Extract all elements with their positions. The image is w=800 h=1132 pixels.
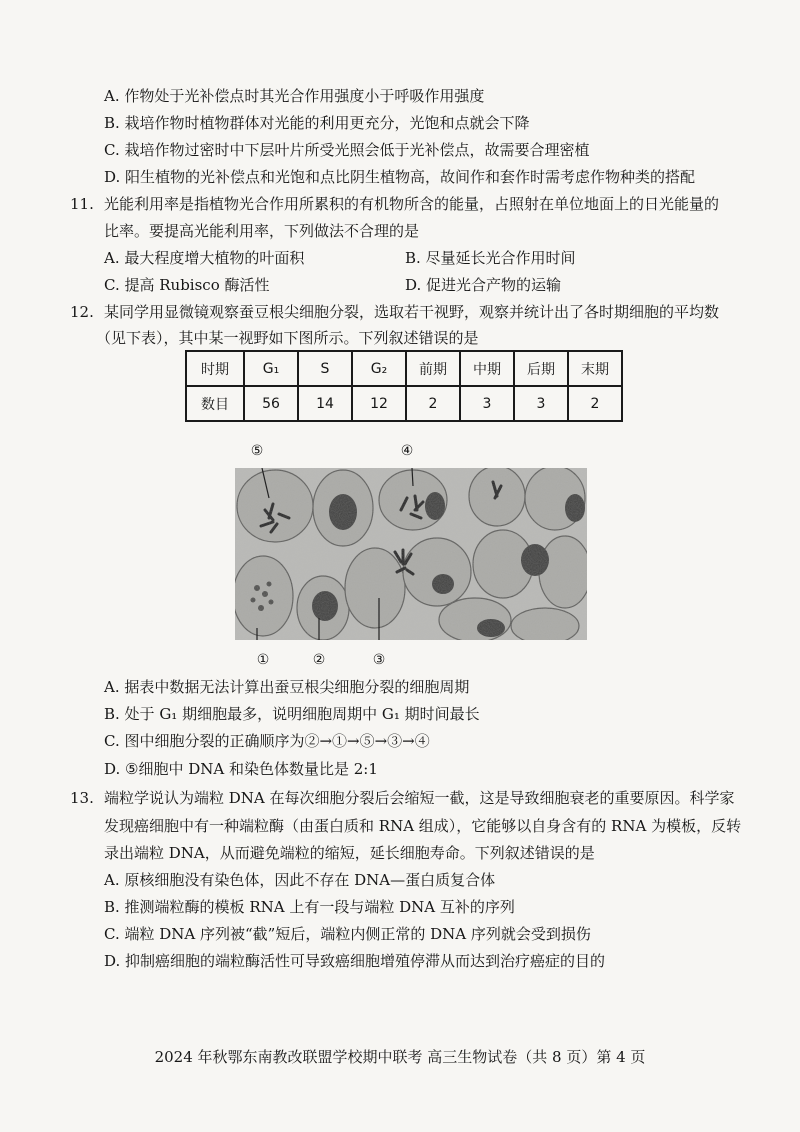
- figure-label-5: ⑤: [250, 443, 264, 459]
- q11-number: 11.: [70, 195, 94, 213]
- table-row: [186, 386, 622, 421]
- table-cell: 数目: [186, 386, 244, 421]
- q13-option-d: D. 抑制癌细胞的端粒酶活性可导致癌细胞增殖停滞从而达到治疗癌症的目的: [104, 952, 606, 970]
- table-cell: 14: [298, 386, 352, 421]
- q13-option-a: A. 原核细胞没有染色体，因此不存在 DNA—蛋白质复合体: [104, 871, 496, 889]
- table-cell: 2: [568, 386, 622, 421]
- q13-option-b: B. 推测端粒酶的模板 RNA 上有一段与端粒 DNA 互补的序列: [104, 898, 515, 916]
- q12-option-d: D. ⑤细胞中 DNA 和染色体数量比是 2:1: [104, 760, 378, 778]
- q12-number: 12.: [70, 303, 94, 321]
- table-header-cell: 末期: [568, 351, 622, 386]
- table-header-row: [186, 351, 622, 386]
- table-header-cell: G₂: [352, 351, 406, 386]
- figure-label-1: ①: [256, 652, 270, 668]
- table-cell: 2: [406, 386, 460, 421]
- q12-option-a: A. 据表中数据无法计算出蚕豆根尖细胞分裂的细胞周期: [104, 678, 470, 696]
- table-header-cell: G₁: [244, 351, 298, 386]
- q10-option-d: D. 阳生植物的光补偿点和光饱和点比阴生植物高，故间作和套作时需考虑作物种类的搭配: [104, 168, 696, 186]
- figure-label-4: ④: [400, 443, 414, 459]
- q11-option-d: D. 促进光合产物的运输: [405, 276, 562, 294]
- table-header-cell: 后期: [514, 351, 568, 386]
- micrograph-image: [235, 468, 587, 640]
- q13-option-c: C. 端粒 DNA 序列被“截”短后，端粒内侧正常的 DNA 序列就会受到损伤: [104, 925, 591, 943]
- q13-stem-line2: 发现癌细胞中有一种端粒酶（由蛋白质和 RNA 组成），它能够以自身含有的 RNA 为模板，反转: [104, 817, 742, 835]
- q13-stem-line3: 录出端粒 DNA，从而避免端粒的缩短，延长细胞寿命。下列叙述错误的是: [104, 844, 595, 862]
- page-footer: 2024 年秋鄂东南教改联盟学校期中联考 高三生物试卷（共 8 页）第 4 页: [154, 1048, 646, 1066]
- table-cell: 3: [514, 386, 568, 421]
- figure-label-3: ③: [372, 652, 386, 668]
- q11-stem-line1: 光能利用率是指植物光合作用所累积的有机物所含的能量，占照射在单位地面上的日光能量的: [104, 195, 720, 213]
- q11-option-b: B. 尽量延长光合作用时间: [405, 249, 576, 267]
- table-header-cell: S: [298, 351, 352, 386]
- q10-option-a: A. 作物处于光补偿点时其光合作用强度小于呼吸作用强度: [104, 87, 485, 105]
- q12-stem-line1: 某同学用显微镜观察蚕豆根尖细胞分裂，选取若干视野，观察并统计出了各时期细胞的平均数: [104, 303, 720, 321]
- q11-stem-line2: 比率。要提高光能利用率，下列做法不合理的是: [104, 222, 420, 240]
- table-header-cell: 中期: [460, 351, 514, 386]
- cell-cycle-table: [185, 350, 623, 422]
- q13-number: 13.: [70, 789, 94, 807]
- q11-option-c: C. 提高 Rubisco 酶活性: [104, 276, 270, 294]
- q11-option-a: A. 最大程度增大植物的叶面积: [104, 249, 305, 267]
- q13-stem-line1: 端粒学说认为端粒 DNA 在每次细胞分裂后会缩短一截，这是导致细胞衰老的重要原因。科学家: [104, 789, 735, 807]
- figure-label-2: ②: [312, 652, 326, 668]
- table-cell: 12: [352, 386, 406, 421]
- q10-option-c: C. 栽培作物过密时中下层叶片所受光照会低于光补偿点，故需要合理密植: [104, 141, 590, 159]
- q12-option-c: C. 图中细胞分裂的正确顺序为②→①→⑤→③→④: [104, 732, 430, 750]
- q10-option-b: B. 栽培作物时植物群体对光能的利用更充分，光饱和点就会下降: [104, 114, 530, 132]
- table-cell: 56: [244, 386, 298, 421]
- q12-stem-line2: （见下表），其中某一视野如下图所示。下列叙述错误的是: [96, 329, 479, 347]
- table-header-cell: 时期: [186, 351, 244, 386]
- table-header-cell: 前期: [406, 351, 460, 386]
- q12-option-b: B. 处于 G₁ 期细胞最多，说明细胞周期中 G₁ 期时间最长: [104, 705, 480, 723]
- table-cell: 3: [460, 386, 514, 421]
